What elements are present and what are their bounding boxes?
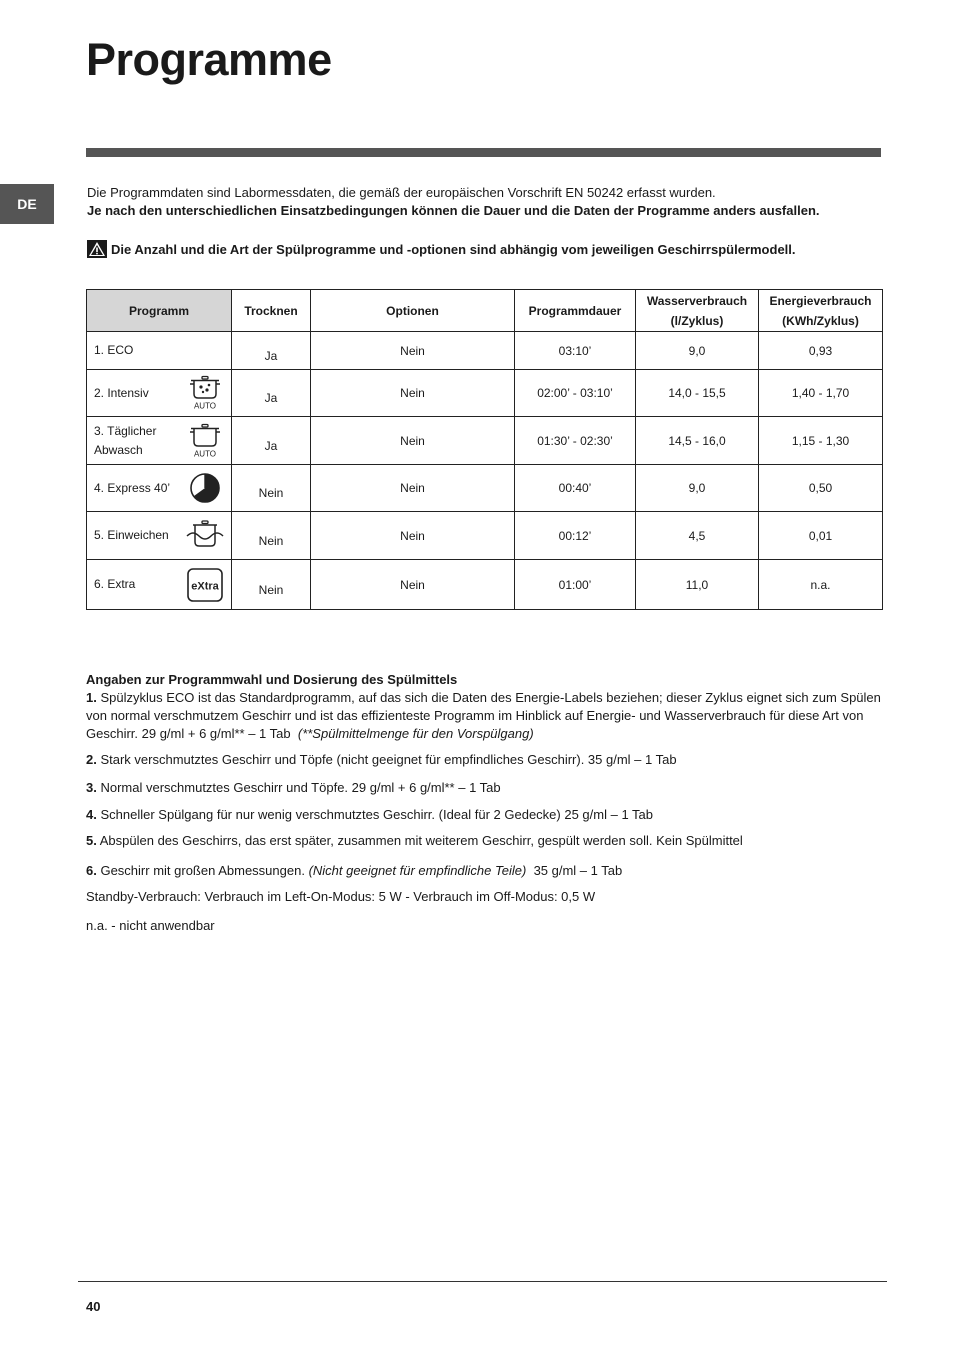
- warning-icon: [87, 240, 107, 258]
- note-4: 4. Schneller Spülgang für nur wenig verschmutztes Geschirr. (Ideal für 2 Gedecke) 25 g/ml – 1 Tab: [86, 807, 654, 822]
- table-row: [87, 560, 883, 610]
- row-program-name: [87, 560, 232, 610]
- cell-wasser: 14,5 - 16,0: [636, 417, 759, 465]
- svg-text:eXtra: eXtra: [191, 580, 219, 592]
- header-energie: [759, 290, 883, 332]
- header-optionen: Optionen: [311, 290, 515, 332]
- header-dauer: Programmdauer: [515, 290, 636, 332]
- title-divider: [86, 148, 881, 157]
- cell-optionen: Nein: [311, 560, 515, 610]
- page-title: Programme: [86, 34, 332, 85]
- table-row: [87, 332, 883, 370]
- cell-trocknen: Nein: [232, 560, 311, 610]
- cell-trocknen: Nein: [232, 512, 311, 560]
- cell-optionen: Nein: [311, 332, 515, 370]
- header-programm: Programm: [87, 290, 232, 332]
- notes-heading: Angaben zur Programmwahl und Dosierung des Spülmittels: [86, 672, 458, 687]
- intro-line-1: Die Programmdaten sind Labormessdaten, die gemäß der europäischen Vorschrift EN 50242 erfasst wurden.: [87, 185, 716, 200]
- program-name-text: 4. Express 40’: [94, 480, 171, 495]
- note-3: 3. Normal verschmutztes Geschirr und Töpfe. 29 g/ml + 6 g/ml** – 1 Tab: [86, 780, 501, 795]
- row-program-name: [87, 465, 232, 512]
- row-program-name: [87, 370, 232, 417]
- note-1: 1. Spülzyklus ECO ist das Standardprogramm, auf das sich die Daten des Energie-Labels beziehen; dieser Zyklus eignet sich zum Spülen von normal verschmutzem Geschirr und ist das effizienteste Programm im Hinblick auf Energie- und Wasserverbrauch für diese Art von Geschirr. 29 g/ml + 6 g/ml** – 1 Tab (**Spülmittelmenge für den Vorspülgang): [86, 690, 881, 741]
- cell-energie: n.a.: [759, 560, 883, 610]
- warning-text: Die Anzahl und die Art der Spülprogramme und -optionen sind abhängig vom jeweiligen Geschirrspülermodell.: [111, 241, 796, 257]
- svg-text:AUTO: AUTO: [193, 401, 217, 411]
- svg-text:AUTO: AUTO: [193, 449, 217, 458]
- cell-trocknen: Ja: [232, 370, 311, 417]
- cell-energie: 0,01: [759, 512, 883, 560]
- notes-block: [86, 671, 882, 743]
- cell-dauer: 03:10’: [515, 332, 636, 370]
- warning-note: [87, 240, 887, 258]
- cell-dauer: 00:12’: [515, 512, 636, 560]
- header-energie-line2: (KWh/Zyklus): [782, 313, 859, 328]
- header-wasser: [636, 290, 759, 332]
- cell-optionen: Nein: [311, 512, 515, 560]
- cell-wasser: 14,0 - 15,5: [636, 370, 759, 417]
- cell-dauer: 01:00’: [515, 560, 636, 610]
- intro-block: [87, 184, 887, 220]
- intro-line-2: Je nach den unterschiedlichen Einsatzbedingungen können die Dauer und die Daten der Programme anders ausfallen.: [87, 203, 820, 218]
- cell-dauer: 00:40’: [515, 465, 636, 512]
- table-row: [87, 465, 883, 512]
- page-number: 40: [86, 1299, 101, 1314]
- table-row: [87, 512, 883, 560]
- soak-pot-icon: [185, 518, 225, 554]
- row-program-name: [87, 332, 232, 370]
- table-row: [87, 417, 883, 465]
- program-name-text: 5. Einweichen: [94, 528, 169, 542]
- program-name-line1: 3. Täglicher: [94, 423, 157, 438]
- note-5: 5. Abspülen des Geschirrs, das erst später, zusammen mit weiterem Geschirr, gespült werden soll. Kein Spülmittel: [86, 833, 743, 848]
- program-name-text: 6. Extra: [94, 577, 136, 591]
- pot-auto-intensive-icon: [185, 375, 225, 411]
- clock-express-icon: [185, 470, 225, 506]
- header-wasser-line1: Wasserverbrauch: [646, 293, 748, 308]
- cell-energie: 0,93: [759, 332, 883, 370]
- header-wasser-line2: (l/Zyklus): [670, 313, 724, 328]
- cell-dauer: 01:30’ - 02:30’: [515, 417, 636, 465]
- cell-energie: 1,40 - 1,70: [759, 370, 883, 417]
- row-program-name: [87, 417, 232, 465]
- program-name-text: [94, 422, 156, 460]
- cell-energie: 0,50: [759, 465, 883, 512]
- table-header-row: [87, 290, 883, 332]
- table-row: [87, 370, 883, 417]
- pot-auto-daily-icon: [185, 423, 225, 459]
- program-table: [86, 289, 883, 610]
- cell-optionen: Nein: [311, 370, 515, 417]
- footer-divider: [78, 1281, 887, 1282]
- row-program-name: [87, 512, 232, 560]
- program-name-line2: Abwasch: [94, 442, 143, 457]
- header-trocknen: Trocknen: [232, 290, 311, 332]
- na-note: n.a. - nicht anwendbar: [86, 918, 215, 933]
- extra-icon: [185, 567, 225, 603]
- cell-trocknen: Ja: [232, 417, 311, 465]
- cell-energie: 1,15 - 1,30: [759, 417, 883, 465]
- language-tab: DE: [0, 184, 54, 224]
- header-energie-line1: Energieverbrauch: [769, 293, 872, 308]
- cell-wasser: 4,5: [636, 512, 759, 560]
- cell-trocknen: Ja: [232, 332, 311, 370]
- cell-dauer: 02:00’ - 03:10’: [515, 370, 636, 417]
- cell-optionen: Nein: [311, 465, 515, 512]
- cell-wasser: 9,0: [636, 332, 759, 370]
- program-name-text: 1. ECO: [94, 343, 134, 357]
- cell-optionen: Nein: [311, 417, 515, 465]
- note-2: 2. Stark verschmutztes Geschirr und Töpfe (nicht geeignet für empfindliches Geschirr). 35 g/ml – 1 Tab: [86, 752, 677, 767]
- cell-wasser: 11,0: [636, 560, 759, 610]
- note-6: 6. Geschirr mit großen Abmessungen. (Nicht geeignet für empfindliche Teile) 35 g/ml – 1 Tab: [86, 863, 623, 878]
- cell-trocknen: Nein: [232, 465, 311, 512]
- program-name-text: 2. Intensiv: [94, 385, 149, 400]
- cell-wasser: 9,0: [636, 465, 759, 512]
- standby-note: Standby-Verbrauch: Verbrauch im Left-On-Modus: 5 W - Verbrauch im Off-Modus: 0,5 W: [86, 889, 596, 904]
